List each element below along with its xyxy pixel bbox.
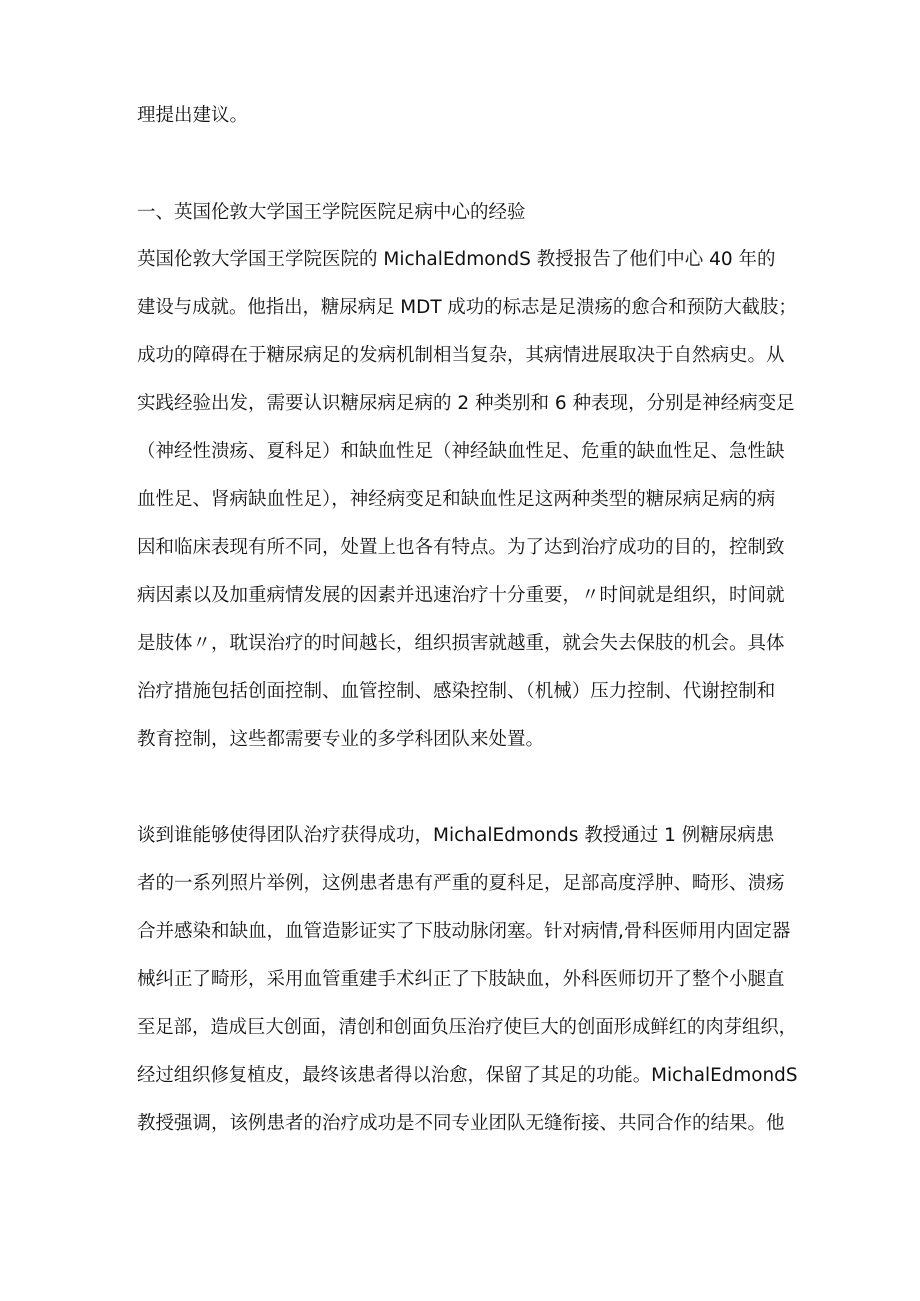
paragraph-line: 者的一系列照片举例，这例患者患有严重的夏科足，足部高度浮肿、畸形、溃疡 [137, 873, 785, 894]
paragraph-line: 至足部，造成巨大创面，清创和创面负压治疗使巨大的创面形成鲜红的肉芽组织， [137, 1017, 798, 1038]
paragraph-line: 实践经验出发，需要认识糖尿病足病的 2 种类别和 6 种表现，分别是神经病变足 [137, 393, 795, 414]
paragraph-line: 血性足、肾病缺血性足），神经病变足和缺血性足这两种类型的糖尿病足病的病 [137, 489, 776, 510]
paragraph-line: 谈到谁能够使得团队治疗获得成功，MichalEdmonds 教授通过 1 例糖尿病患 [137, 825, 775, 846]
paragraph-line: 英国伦敦大学国王学院医院的 MichalEdmondS 教授报告了他们中心 40 年的 [137, 249, 776, 270]
paragraph-line: （神经性溃疡、夏科足）和缺血性足（神经缺血性足、危重的缺血性足、急性缺 [137, 441, 785, 462]
paragraph-line: 械纠正了畸形，采用血管重建手术纠正了下肢缺血，外科医师切开了整个小腿直 [137, 969, 785, 990]
paragraph-line: 病因素以及加重病情发展的因素并迅速治疗十分重要，〃时间就是组织，时间就 [137, 585, 785, 606]
intro-tail-text: 理提出建议。 [137, 105, 249, 126]
paragraph-line: 教授强调，该例患者的治疗成功是不同专业团队无缝衔接、共同合作的结果。他 [137, 1113, 785, 1134]
paragraph-line: 经过组织修复植皮，最终该患者得以治愈，保留了其足的功能。MichalEdmondS [137, 1065, 798, 1086]
paragraph-line: 合并感染和缺血，血管造影证实了下肢动脉闭塞。针对病情,骨科医师用内固定器 [137, 921, 791, 942]
paragraph-line: 教育控制，这些都需要专业的多学科团队来处置。 [137, 729, 545, 750]
paragraph-line: 治疗措施包括创面控制、血管控制、感染控制、（机械）压力控制、代谢控制和 [137, 681, 776, 702]
paragraph-line: 因和临床表现有所不同，处置上也各有特点。为了达到治疗成功的目的，控制致 [137, 537, 785, 558]
section-heading: 一、英国伦敦大学国王学院医院足病中心的经验 [137, 202, 526, 223]
paragraph-line: 建设与成就。他指出，糖尿病足 MDT 成功的标志是足溃疡的愈合和预防大截肢； [137, 297, 797, 318]
paragraph-line: 成功的障碍在于糖尿病足的发病机制相当复杂，其病情进展取决于自然病史。从 [137, 345, 785, 366]
paragraph-line: 是肢体〃，耽误治疗的时间越长，组织损害就越重，就会失去保肢的机会。具体 [137, 633, 785, 654]
